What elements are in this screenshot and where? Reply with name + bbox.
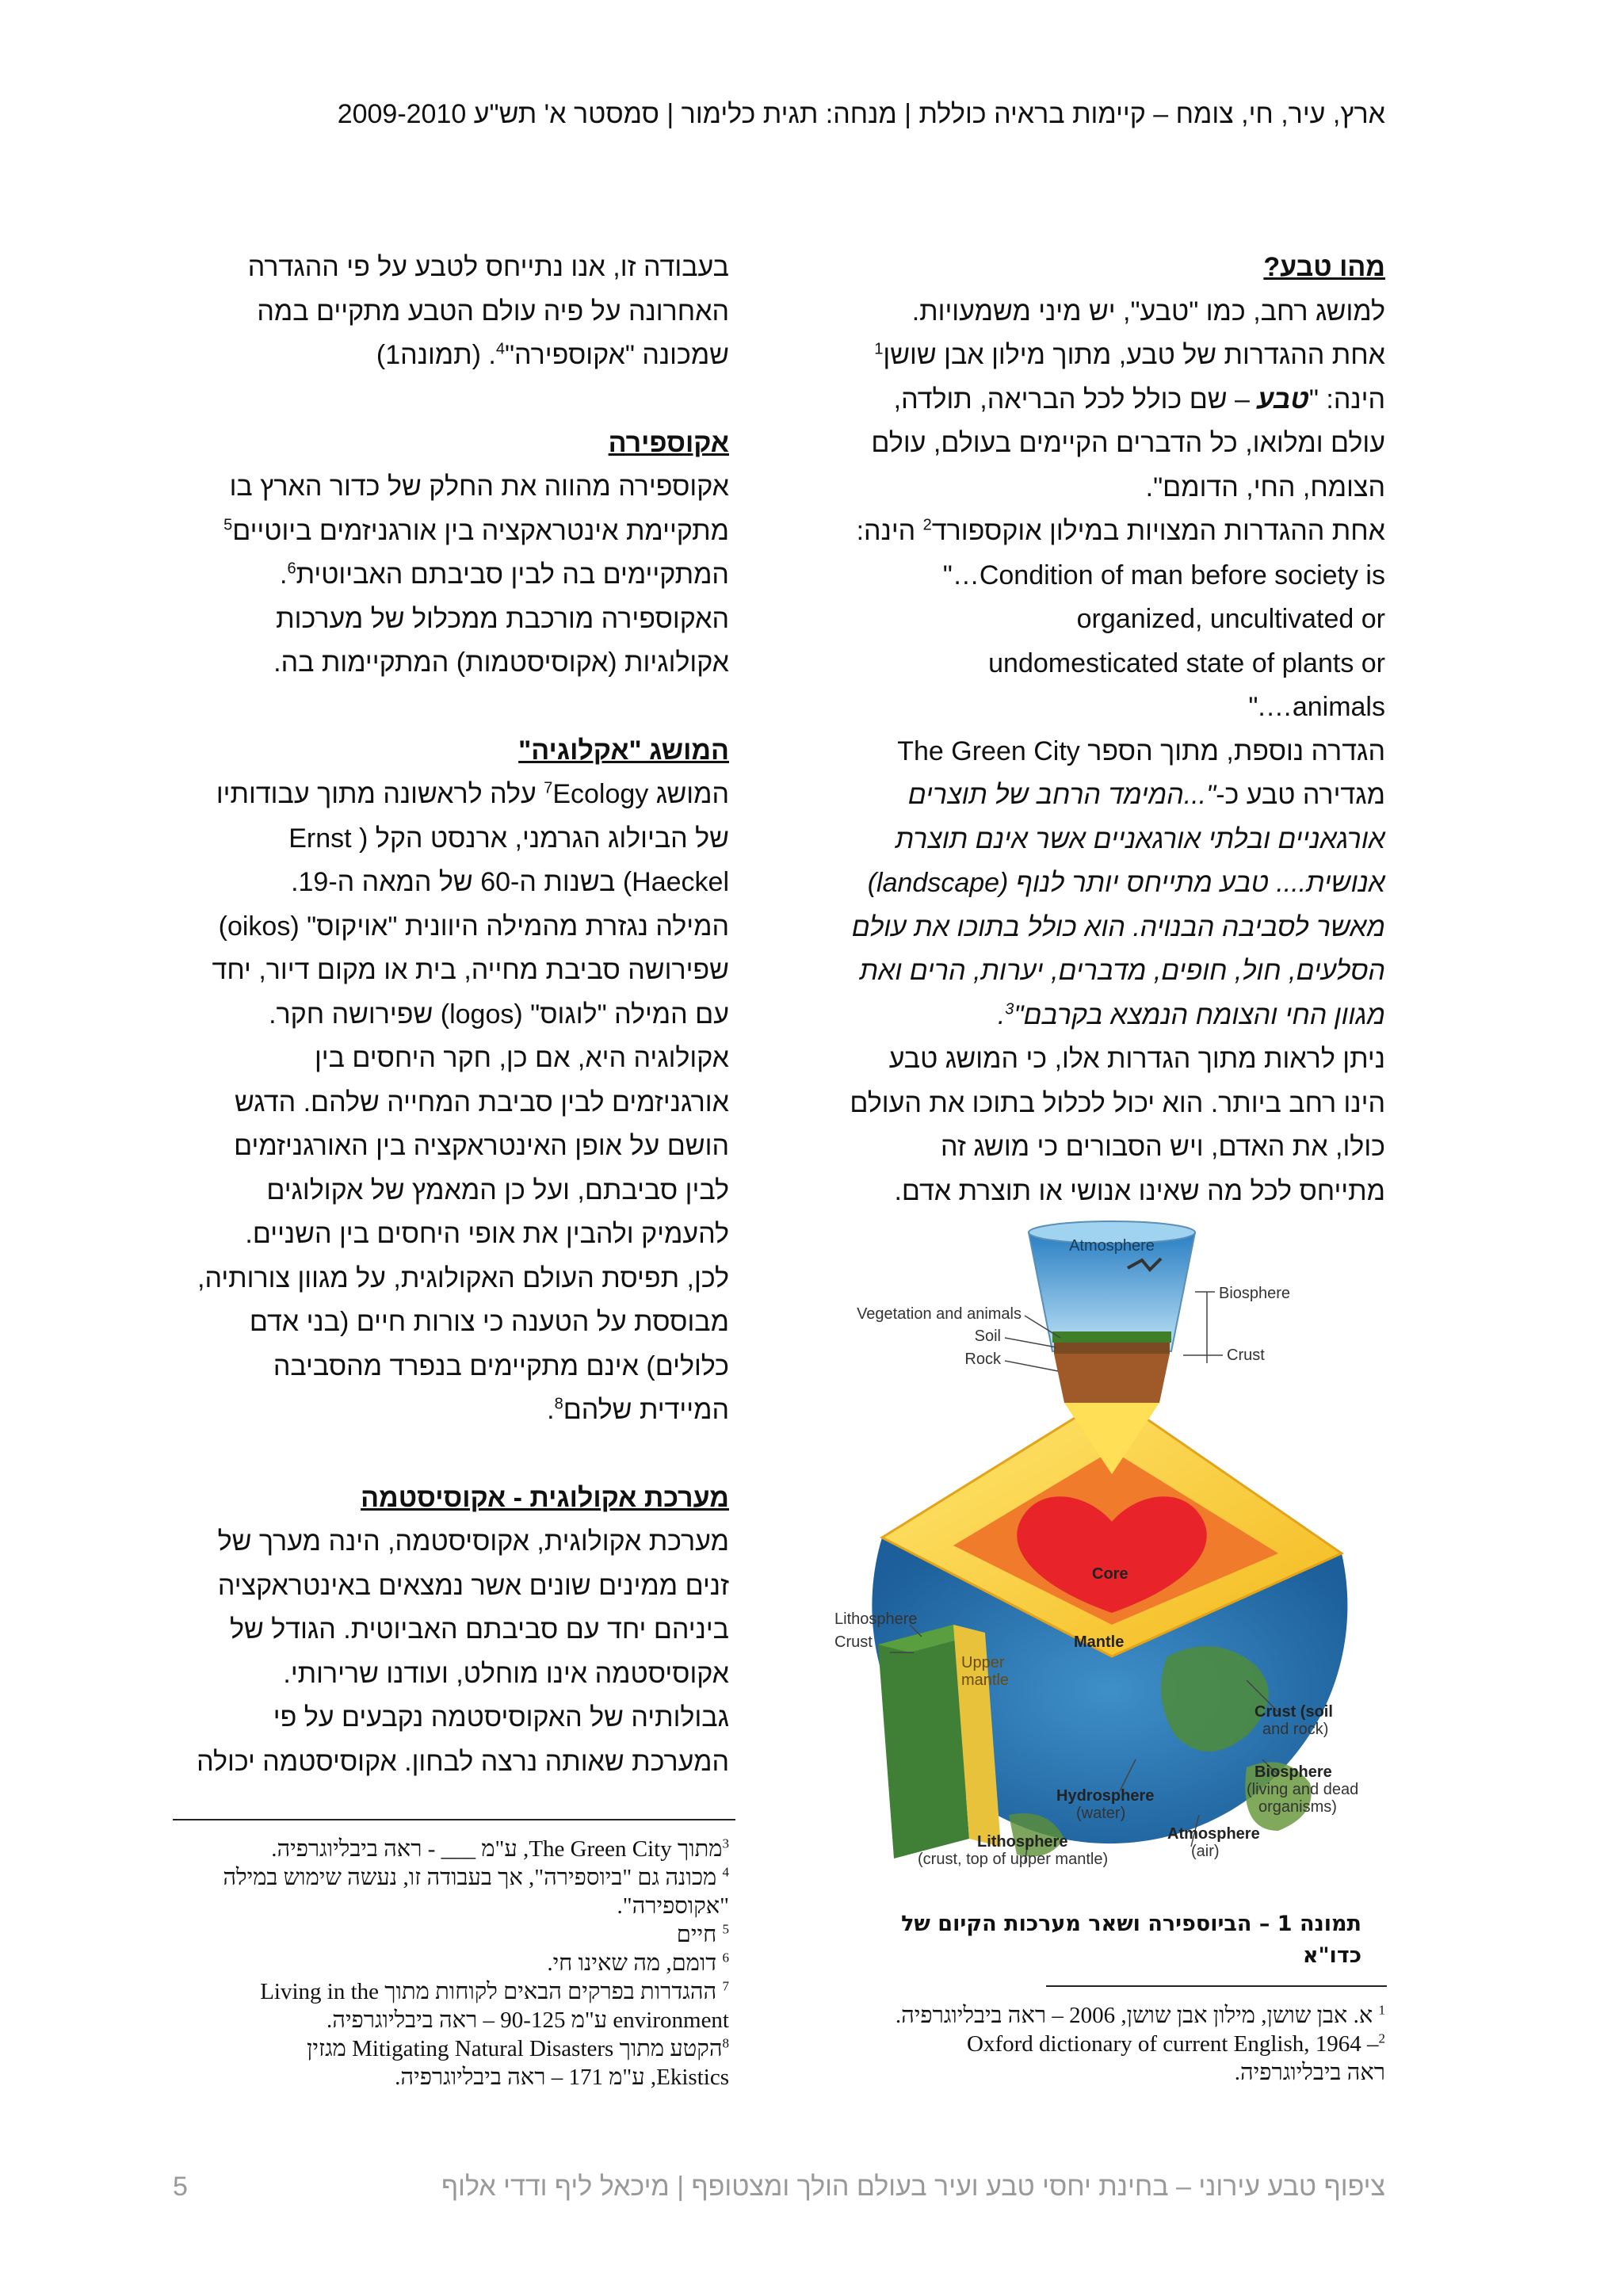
footnote-separator-left xyxy=(173,1819,735,1820)
soil-layer xyxy=(1054,1343,1170,1354)
text-line: לבין סביבתם, ועל כן המאמץ של אקולוגים xyxy=(266,1175,729,1205)
label-upper-mantle-2: mantle xyxy=(961,1671,1010,1689)
text-line: Haeckel) בשנות ה-60 של המאה ה-19. xyxy=(291,867,729,897)
page-number: 5 xyxy=(173,2172,188,2202)
lithosphere-slab xyxy=(878,1625,969,1859)
text-line: הצומח, החי, הדומם". xyxy=(1145,472,1385,502)
footnote-ref: 1 xyxy=(874,340,884,358)
figure-caption: תמונה 1 – הביוספירה ושאר מערכות הקיום של כדו"א xyxy=(901,1912,1361,1968)
label-lithosphere-bottom: Lithosphere xyxy=(977,1833,1068,1851)
text-line: אקולוגיה היא, אם כן, חקר היחסים בין xyxy=(314,1043,729,1073)
footnotes-left xyxy=(158,1835,729,2092)
text-line: אחת ההגדרות המצויות במילון אוקספורד$^2$ הינה: xyxy=(856,516,1385,546)
rock-layer xyxy=(1054,1354,1170,1403)
label-core: Core xyxy=(1092,1565,1128,1583)
text-line: המילה נגזרת מהמילה היוונית "אויקוס" (oikos) xyxy=(218,911,729,942)
text-line-en: undomesticated state of plants or xyxy=(988,648,1385,678)
quote-line: אנושית.... טבע מתייחס יותר לנוף (landscape) xyxy=(867,868,1385,898)
footnote-6: $^6$ דומם, מה שאינו חי. xyxy=(547,1950,729,1976)
text-line-en: animals…." xyxy=(1248,692,1385,722)
quote-line: אורגאניים ובלתי אורגאניים אשר אינם תוצרת xyxy=(895,823,1385,854)
label-atmosphere-bottom: Atmosphere xyxy=(1167,1825,1260,1843)
page-footer: ציפוף טבע עירוני – בחינת יחסי טבע ועיר בעולם הולך ומצטופף | מיכאל ליף ודדי אלוף xyxy=(441,2172,1385,2202)
text-line: גבולותיה של האקוסיסטמה נקבעים על פי xyxy=(273,1702,729,1733)
text-line: אקוסיסטמה אינו מוחלט, ועודנו שרירותי. xyxy=(283,1658,729,1689)
label-mantle: Mantle xyxy=(1074,1633,1125,1651)
footnote-ref: 7 xyxy=(544,779,553,797)
text-line: הינו רחב ביותר. הוא יכול לכלול בתוכו את העולם xyxy=(850,1087,1385,1118)
label-biosphere-bottom-2: (living and dead xyxy=(1247,1781,1359,1798)
page-header: ארץ, עיר, חי, צומח – קיימות בראיה כוללת | מנחה: תגית כלימור | סמסטר א' תש"ע 2009-2010 xyxy=(337,99,1385,129)
footnote-3: $^3$מתוך The Green City, ע"מ ___ - ראה ביבליוגרפיה. xyxy=(271,1836,729,1862)
label-vegetation: Vegetation and animals xyxy=(857,1305,1022,1323)
footnote-8-cont: Ekistics, ע"מ 171 – ראה ביבליוגרפיה. xyxy=(395,2065,729,2090)
footnote-2: $^2$Oxford dictionary of current English, 1964 – xyxy=(967,2030,1385,2057)
earth-diagram xyxy=(834,1213,1381,1893)
footnote-7: $^7$ ההגדרות בפרקים הבאים לקוחות מתוך Living in the xyxy=(260,1978,729,2004)
label-atmosphere-top: Atmosphere xyxy=(1069,1237,1155,1255)
text-line: שמכונה "אקוספירה"$^4$. (תמונה1) xyxy=(376,340,729,370)
text-line: של הביולוג הגרמני, ארנסט הקל ( Ernst xyxy=(288,823,729,854)
text-line: עם המילה "לוגוס" (logos) שפירושה חקר. xyxy=(269,999,729,1030)
label-crust-left: Crust xyxy=(834,1633,873,1651)
text-line: לכן, תפיסת העולם האקולוגית, על מגוון צורותיה, xyxy=(197,1263,729,1293)
label-soil: Soil xyxy=(974,1328,1001,1345)
vegetation-layer xyxy=(1052,1331,1171,1343)
footnote-ref: 5 xyxy=(223,516,233,534)
label-hydrosphere-2: (water) xyxy=(1076,1805,1126,1822)
label-crust-top: Crust xyxy=(1227,1347,1265,1364)
footnote-5: $^5$ חיים xyxy=(676,1921,729,1947)
footnote-4-cont: "אקוספירה". xyxy=(617,1893,729,1919)
label-crust-soil-2: and rock) xyxy=(1262,1721,1329,1738)
label-atmosphere-bottom-2: (air) xyxy=(1191,1843,1220,1860)
text-line: המיידית שלהם$^8$. xyxy=(547,1395,729,1425)
footnote-7-cont: environment ע"מ 90-125 – ראה ביבליוגרפיה. xyxy=(327,2008,729,2033)
text-line: להעמיק ולהבין את אופי היחסים בין השניים. xyxy=(245,1219,729,1249)
label-biosphere-bottom-3: organisms) xyxy=(1258,1798,1337,1816)
text-line: כלולים) אינם מתקיימים בנפרד מהסביבה xyxy=(273,1350,729,1381)
quote-line: מאשר לסביבה הבנויה. הוא כולל בתוכו את עולם xyxy=(851,911,1385,942)
footnote-4: $^4$ מכונה גם "ביוספירה", אך בעבודה זו, נעשה שימוש במילה xyxy=(223,1864,729,1890)
quote-line: הסלעים, חול, חופים, מדברים, יערות, הרים ואת xyxy=(859,956,1385,986)
text-line: מבוססת על הטענה כי צורות חיים (בני אדם xyxy=(249,1307,729,1337)
text-line: אקוספירה מהווה את החלק של כדור הארץ בו xyxy=(229,472,729,502)
text-line: אחת ההגדרות של טבע, מתוך מילון אבן שושן$^1$ xyxy=(874,340,1385,370)
text-line: המתקיימים בה לבין סביבתם האביוטית$^6$. xyxy=(280,560,729,590)
label-biosphere-bottom: Biosphere xyxy=(1254,1763,1332,1781)
quote-line: מגוון החי והצומח הנמצא בקרבם"$^3$. xyxy=(997,999,1385,1030)
text-line: זנים ממינים שונים אשר נמצאים באינטראקציה xyxy=(217,1570,729,1601)
label-hydrosphere: Hydrosphere xyxy=(1056,1787,1155,1805)
footnote-ref: 8 xyxy=(554,1395,563,1413)
footnote-ref: 3 xyxy=(1005,1000,1014,1018)
footnotes-right xyxy=(799,2001,1385,2087)
text-line: שפירושה סביבת מחייה, בית או מקום דיור, יחד xyxy=(212,955,729,985)
footnote-ref: 6 xyxy=(287,560,296,578)
text-line: המערכת שאותה נרצה לבחון. אקוסיסטמה יכולה xyxy=(197,1746,729,1777)
heading-ecology: המושג "אקלוגיה" xyxy=(518,735,729,766)
text-line: מערכת אקולוגית, אקוסיסטמה, הינה מערך של xyxy=(217,1526,729,1557)
text-line: הגדרה נוספת, מתוך הספר The Green City xyxy=(897,735,1385,766)
label-upper-mantle: Upper xyxy=(961,1654,1005,1671)
footnote-ref: 4 xyxy=(495,340,505,358)
label-biosphere-top: Biosphere xyxy=(1219,1285,1291,1302)
text-line: בעבודה זו, אנו נתייחס לטבע על פי ההגדרה xyxy=(247,252,729,282)
label-crust-soil: Crust (soil xyxy=(1254,1703,1333,1721)
heading-ecosphere: אקוספירה xyxy=(608,427,729,458)
text-line: מתקיימת אינטראקציה בין אורגניזמים ביוטיים$^5$ xyxy=(223,515,729,546)
label-lithosphere-left: Lithosphere xyxy=(834,1610,918,1628)
label-rock: Rock xyxy=(964,1350,1001,1368)
footnote-2-cont: ראה ביבליוגרפיה. xyxy=(1234,2060,1385,2085)
text-line: אקולוגיות (אקוסיסטמות) המתקיימות בה. xyxy=(273,648,729,678)
footnote-separator-right xyxy=(1046,1985,1387,1987)
heading-ecosystem: מערכת אקולוגית - אקוסיסטמה xyxy=(361,1482,729,1513)
text-line: כולו, את האדם, ויש הסבורים כי מושג זה xyxy=(941,1132,1385,1162)
book-title: The Green City xyxy=(897,735,1080,766)
text-line: ניתן לראות מתוך הגדרות אלו, כי המושג טבע xyxy=(888,1044,1385,1074)
text-line-en: Condition of man before society is…" xyxy=(942,560,1385,590)
text-line: הושם על אופן האינטראקציה בין האורגניזמים xyxy=(234,1131,729,1161)
footnote-ref: 2 xyxy=(922,516,932,534)
right-column xyxy=(831,246,1385,1213)
left-column xyxy=(190,246,729,1784)
heading-what-is-nature: מהו טבע? xyxy=(1263,252,1385,282)
footnote-1: $^1$ א. אבן שושן, מילון אבן שושן, 2006 – ראה ביבליוגרפיה. xyxy=(895,2002,1385,2028)
text-line: מגדירה טבע כ-"...המימד הרחב של תוצרים xyxy=(907,780,1385,810)
text-line: למושג רחב, כמו "טבע", יש מיני משמעויות. xyxy=(911,296,1385,327)
footnote-8: $^8$הקטע מתוך Mitigating Natural Disasters מגזין xyxy=(307,2035,729,2061)
text-line: האחרונה על פיה עולם הטבע מתקיים במה xyxy=(257,296,729,327)
defined-term: טבע xyxy=(1257,384,1309,415)
label-lithosphere-bottom-2: (crust, top of upper mantle) xyxy=(918,1851,1109,1868)
text-line: האקוספירה מורכבת ממכלול של מערכות xyxy=(276,603,729,634)
text-line: אורגניזמים לבין סביבת המחייה שלהם. הדגש xyxy=(234,1087,729,1117)
text-line: מתייחס לכל מה שאינו אנושי או תוצרת אדם. xyxy=(894,1175,1385,1206)
text-line-en: organized, uncultivated or xyxy=(1076,604,1385,634)
text-line: עולם ומלואו, כל הדברים הקיימים בעולם, עולם xyxy=(871,428,1385,458)
text-line: המושג Ecology$^7$ עלה לראשונה מתוך עבודותיו xyxy=(216,779,729,809)
text-line: ביניהם יחד עם סביבתם האביוטית. הגודל של xyxy=(229,1614,729,1645)
text-line: הינה: "טבע – שם כולל לכל הבריאה, תולדה, xyxy=(893,384,1385,415)
earth-cutaway-figure xyxy=(834,1213,1381,1893)
